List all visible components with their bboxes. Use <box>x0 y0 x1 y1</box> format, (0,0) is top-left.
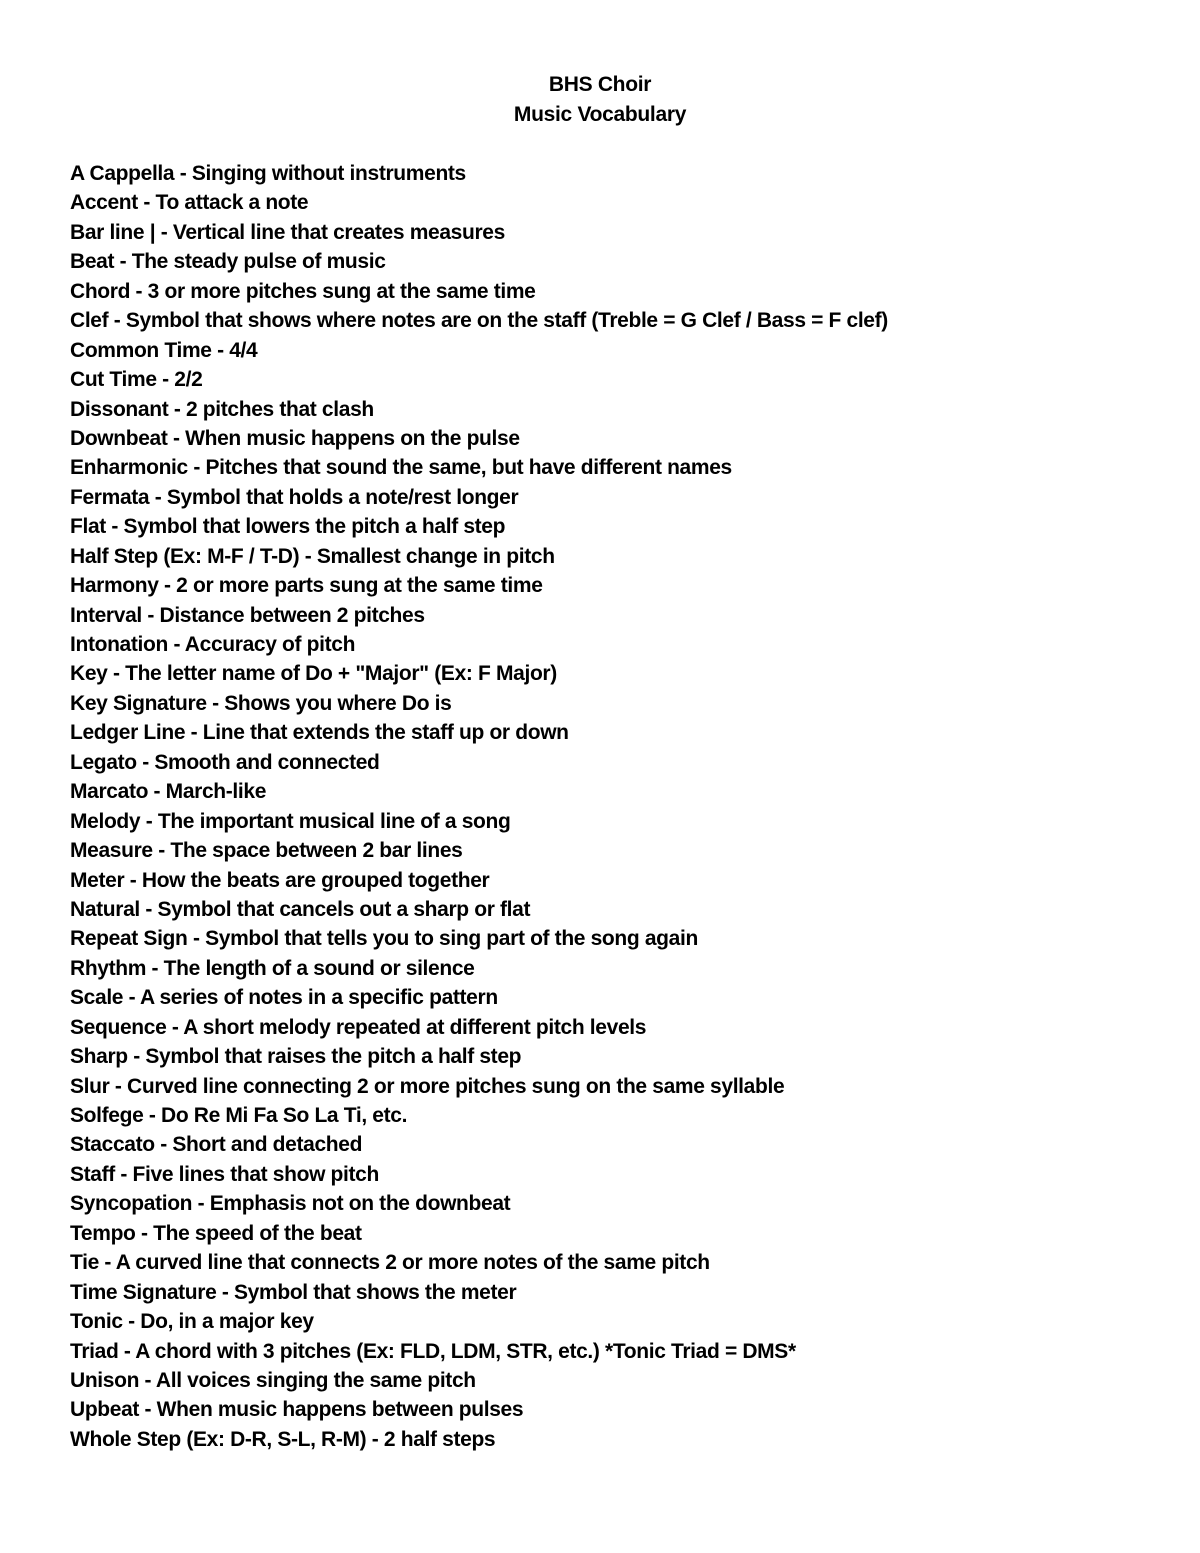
vocabulary-item: Melody - The important musical line of a song <box>70 809 511 833</box>
document-header <box>0 70 1200 130</box>
vocabulary-item: Common Time - 4/4 <box>70 338 258 362</box>
vocabulary-item: Legato - Smooth and connected <box>70 750 380 774</box>
vocabulary-item: Beat - The steady pulse of music <box>70 250 386 274</box>
vocabulary-item: Key Signature - Shows you where Do is <box>70 691 452 715</box>
vocabulary-item: Flat - Symbol that lowers the pitch a half step <box>70 515 506 539</box>
document-title: BHS Choir <box>548 73 652 96</box>
vocabulary-item: Meter - How the beats are grouped together <box>70 868 490 892</box>
vocabulary-item: Cut Time - 2/2 <box>70 368 203 392</box>
vocabulary-item: Tonic - Do, in a major key <box>70 1310 314 1334</box>
vocabulary-item: Repeat Sign - Symbol that tells you to sing part of the song again <box>70 927 698 951</box>
vocabulary-item: Half Step (Ex: M-F / T-D) - Smallest change in pitch <box>70 544 555 568</box>
vocabulary-item: Tie - A curved line that connects 2 or more notes of the same pitch <box>70 1251 710 1275</box>
vocabulary-item: Rhythm - The length of a sound or silence <box>70 956 475 980</box>
vocabulary-item: Unison - All voices singing the same pitch <box>70 1368 476 1392</box>
vocabulary-item: Marcato - March-like <box>70 780 267 804</box>
vocabulary-item: Downbeat - When music happens on the pulse <box>70 426 520 450</box>
vocabulary-item: Key - The letter name of Do + "Major" (Ex: F Major) <box>70 662 557 686</box>
vocabulary-item: Chord - 3 or more pitches sung at the same time <box>70 279 536 303</box>
vocabulary-item: A Cappella - Singing without instruments <box>70 162 466 185</box>
vocabulary-item: Staff - Five lines that show pitch <box>70 1162 379 1186</box>
document-subtitle: Music Vocabulary <box>513 103 687 126</box>
vocabulary-item: Ledger Line - Line that extends the staff up or down <box>70 721 569 745</box>
vocabulary-item: Slur - Curved line connecting 2 or more pitches sung on the same syllable <box>70 1074 785 1098</box>
vocabulary-item: Measure - The space between 2 bar lines <box>70 839 463 863</box>
vocabulary-item: Syncopation - Emphasis not on the downbeat <box>70 1192 511 1216</box>
vocabulary-item: Whole Step (Ex: D-R, S-L, R-M) - 2 half steps <box>70 1427 496 1451</box>
vocabulary-item: Bar line | - Vertical line that creates measures <box>70 220 505 244</box>
vocabulary-item: Sharp - Symbol that raises the pitch a half step <box>70 1045 522 1069</box>
vocabulary-item: Natural - Symbol that cancels out a sharp or flat <box>70 897 531 921</box>
vocabulary-item: Sequence - A short melody repeated at different pitch levels <box>70 1015 647 1039</box>
vocabulary-item: Tempo - The speed of the beat <box>70 1221 362 1245</box>
vocabulary-item: Upbeat - When music happens between pulses <box>70 1398 524 1422</box>
vocabulary-item: Accent - To attack a note <box>70 191 309 215</box>
vocabulary-list <box>70 159 1130 1454</box>
vocabulary-item: Dissonant - 2 pitches that clash <box>70 397 374 421</box>
vocabulary-item: Solfege - Do Re Mi Fa So La Ti, etc. <box>70 1104 408 1127</box>
vocabulary-item: Fermata - Symbol that holds a note/rest longer <box>70 485 519 509</box>
vocabulary-item: Staccato - Short and detached <box>70 1133 363 1157</box>
vocabulary-item: Scale - A series of notes in a specific pattern <box>70 986 498 1010</box>
vocabulary-item: Harmony - 2 or more parts sung at the same time <box>70 574 543 598</box>
vocabulary-item: Enharmonic - Pitches that sound the same, but have different names <box>70 456 732 480</box>
vocabulary-item: Time Signature - Symbol that shows the meter <box>70 1280 517 1304</box>
vocabulary-item: Clef - Symbol that shows where notes are on the staff (Treble = G Clef / Bass = F clef) <box>70 309 888 333</box>
vocabulary-item: Interval - Distance between 2 pitches <box>70 603 425 627</box>
vocabulary-item: Triad - A chord with 3 pitches (Ex: FLD, LDM, STR, etc.) *Tonic Triad = DMS* <box>70 1339 796 1363</box>
vocabulary-item: Intonation - Accuracy of pitch <box>70 633 356 656</box>
